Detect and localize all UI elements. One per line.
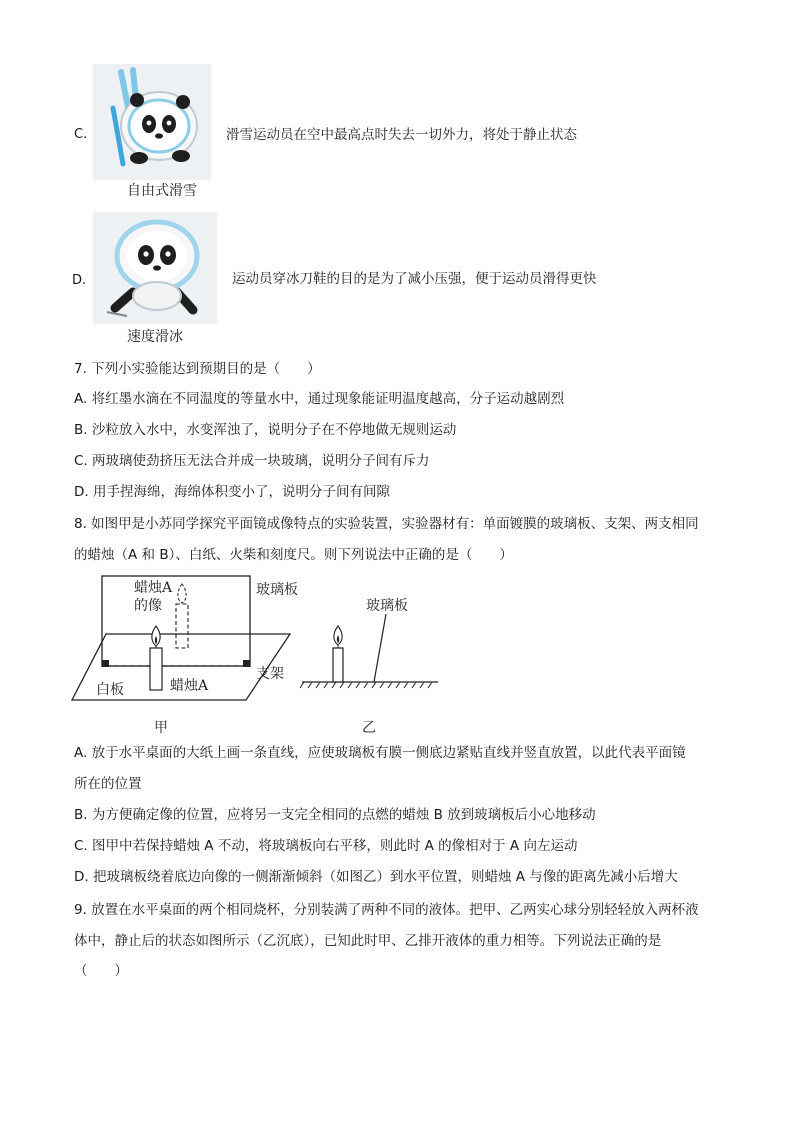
option-c-image-caption: 自由式滑雪: [127, 183, 197, 199]
label-white-board: 白板: [96, 682, 124, 698]
option-c-text: 滑雪运动员在空中最高点时失去一切外力，将处于静止状态: [226, 127, 577, 143]
label-candle-a: 蜡烛A: [170, 678, 209, 694]
candle-image-body: [176, 604, 188, 648]
figure-jia-caption: 甲: [154, 720, 168, 736]
q8-stem-line1: 8. 如图甲是小苏同学探究平面镜成像特点的实验装置，实验器材有：单面镀膜的玻璃板、支架、两支相同: [74, 516, 699, 532]
speed-skating-mascot-image: [93, 212, 217, 324]
figure-yi: [300, 590, 450, 740]
stand-block-left: [102, 660, 109, 667]
panda-mascot-icon: [93, 212, 217, 324]
label-candle-image-2: 的像: [134, 598, 162, 614]
candle-image-flame-icon: [178, 584, 186, 603]
q8-option-a-line1: A. 放于水平桌面的大纸上画一条直线，应使玻璃板有膜一侧底边紧贴直线并竖直放置，以此代表平面镜: [74, 745, 686, 761]
q7-option-c: C. 两玻璃使劲挤压无法合并成一块玻璃，说明分子间有斥力: [74, 453, 430, 469]
tilted-glass-plate: [374, 614, 386, 682]
q7-option-a: A. 将红墨水滴在不同温度的等量水中，通过现象能证明温度越高，分子运动越剧烈: [74, 391, 565, 407]
stand-block-right: [243, 660, 250, 667]
option-d-letter: D.: [72, 273, 87, 288]
figure-jia: [66, 570, 306, 740]
option-c: [0, 60, 794, 205]
option-c-letter: C.: [74, 127, 88, 142]
label-stand: 支架: [256, 666, 284, 682]
q8-option-d: D. 把玻璃板绕着底边向像的一侧渐渐倾斜（如图乙）到水平位置，则蜡烛 A 与像的距离先减小后增大: [74, 869, 678, 885]
candle-body: [333, 648, 343, 682]
q9-stem-line1: 9. 放置在水平桌面的两个相同烧杯，分别装满了两种不同的液体。把甲、乙两实心球分别轻轻放入两杯液: [74, 902, 699, 918]
q8-stem-line2: 的蜡烛（A 和 B）、白纸、火柴和刻度尺。则下列说法中正确的是（ ）: [74, 547, 513, 563]
option-d-text: 运动员穿冰刀鞋的目的是为了减小压强，便于运动员滑得更快: [232, 271, 597, 287]
q8-option-a-line2: 所在的位置: [74, 776, 142, 792]
option-d-image-caption: 速度滑冰: [127, 329, 183, 345]
option-d: [0, 208, 794, 350]
q8-option-b: B. 为方便确定像的位置，应将另一支完全相同的点燃的蜡烛 B 放到玻璃板后小心地移动: [74, 807, 596, 823]
q7-option-d: D. 用手捏海绵，海绵体积变小了，说明分子间有间隙: [74, 484, 390, 500]
panda-mascot-icon: [93, 64, 211, 180]
q8-option-c: C. 图甲中若保持蜡烛 A 不动，将玻璃板向右平移，则此时 A 的像相对于 A 向左运动: [74, 838, 578, 854]
q9-stem-line3: （ ）: [74, 963, 128, 979]
q9-stem-line2: 体中，静止后的状态如图所示（乙沉底），已知此时甲、乙排开液体的重力相等。下列说法正确的是: [74, 933, 662, 949]
freestyle-skiing-mascot-image: [93, 64, 211, 180]
candle-a-body: [150, 648, 162, 690]
label-glass-plate: 玻璃板: [256, 582, 298, 598]
label-candle-image-1: 蜡烛A: [134, 580, 173, 596]
label-glass-plate: 玻璃板: [366, 598, 408, 614]
figure-yi-caption: 乙: [362, 720, 376, 736]
q7-stem: 7. 下列小实验能达到预期目的是（ ）: [74, 361, 321, 377]
q7-option-b: B. 沙粒放入水中，水变浑浊了，说明分子在不停地做无规则运动: [74, 422, 457, 438]
table-hatching: [300, 682, 432, 688]
